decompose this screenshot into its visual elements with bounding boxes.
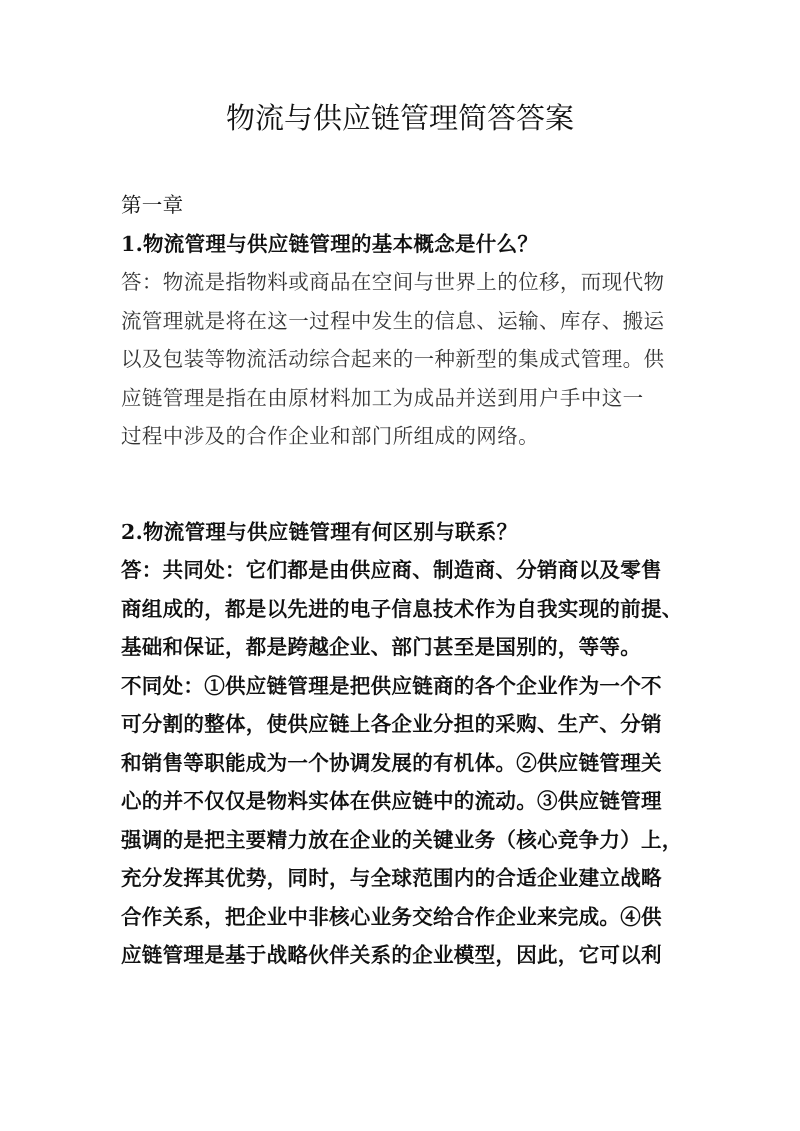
answer-1-line: 答：物流是指物料或商品在空间与世界上的位移，而现代物 [121, 270, 665, 294]
answer-2-common [121, 551, 686, 667]
answer-1 [121, 263, 686, 456]
chapter-heading: 第一章 [121, 193, 184, 217]
question-1: 1.物流管理与供应链管理的基本概念是什么？ [121, 231, 539, 256]
answer-2-line: 和销售等职能成为一个协调发展的有机体。②供应链管理关 [121, 750, 662, 775]
answer-1-line: 以及包装等物流活动综合起来的一种新型的集成式管理。供 [121, 347, 665, 371]
answer-2-line: 可分割的整体，使供应链上各企业分担的采购、生产、分销 [121, 712, 662, 736]
answer-2-line: 合作关系，把企业中非核心业务交给合作企业来完成。④供 [121, 904, 662, 929]
answer-2-line: 强调的是把主要精力放在企业的关键业务（核心竞争力）上， [121, 827, 683, 852]
answer-1-line: 应链管理是指在由原材料加工为成品并送到用户手中这一 [121, 385, 644, 410]
answer-2-line: 充分发挥其优势，同时，与全球范围内的合适企业建立战略 [121, 866, 662, 890]
answer-1-line: 流管理就是将在这一过程中发生的信息、运输、库存、搬运 [121, 308, 665, 333]
document-body [121, 186, 686, 975]
answer-2-line: 基础和保证，都是跨越企业、部门甚至是国别的，等等。 [121, 635, 641, 659]
answer-2-line: 应链管理是基于战略伙伴关系的企业模型，因此，它可以利 [121, 943, 662, 967]
answer-2-line: 商组成的，都是以先进的电子信息技术作为自我实现的前提、 [121, 596, 683, 621]
answer-2-line: 答：共同处：它们都是由供应商、制造商、分销商以及零售 [121, 558, 662, 582]
question-2: 2.物流管理与供应链管理有何区别与联系？ [121, 519, 518, 544]
answer-2-line: 不同处：①供应链管理是把供应链商的各个企业作为一个不 [121, 673, 662, 698]
document-title: 物流与供应链管理简答答案 [225, 101, 574, 135]
answer-1-line: 过程中涉及的合作企业和部门所组成的网络。 [121, 424, 539, 448]
section-spacer [121, 456, 686, 513]
answer-2-difference [121, 667, 686, 975]
answer-2-line: 心的并不仅仅是物料实体在供应链中的流动。③供应链管理 [121, 789, 662, 813]
